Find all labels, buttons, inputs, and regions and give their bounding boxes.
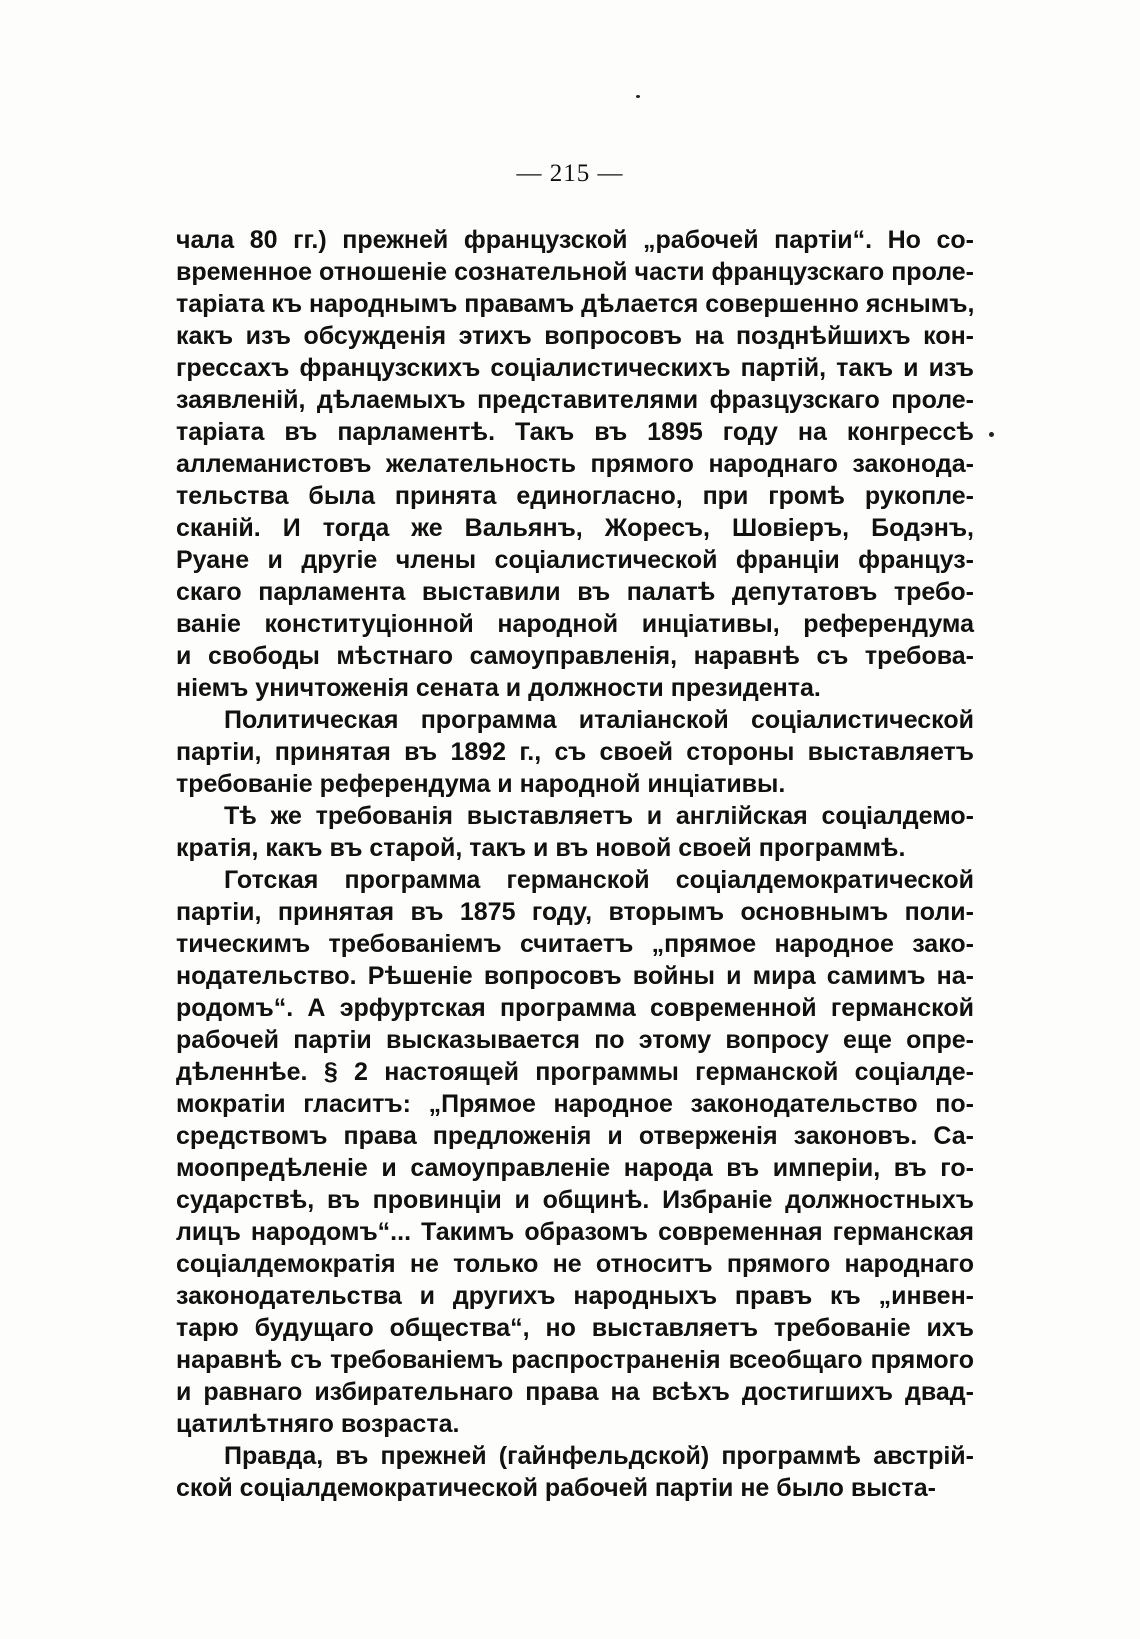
text-line: тельства была принята единогласно, при громѣ рукопле- xyxy=(176,482,974,510)
body-text xyxy=(176,224,974,1504)
text-line: тарю будущаго общества“, но выставляетъ требованіе ихъ xyxy=(176,1314,974,1342)
text-line: Руане и другіе члены соціалистической франціи француз- xyxy=(176,546,974,574)
text-line: грессахъ французскихъ соціалистическихъ партій, такъ и изъ xyxy=(176,354,974,382)
text-line: скаго парламента выставили въ палатѣ депутатовъ требо- xyxy=(176,578,974,606)
text-line: тическимъ требованіемъ считаетъ „прямое народное зако- xyxy=(176,930,974,958)
text-line: заявленій, дѣлаемыхъ представителями фразцузскаго проле- xyxy=(176,386,974,414)
text-line: цатилѣтняго возраста. xyxy=(176,1410,460,1438)
text-line: средствомъ права предложенія и отверженія законовъ. Са- xyxy=(176,1122,974,1150)
text-line: лицъ народомъ“... Такимъ образомъ современная германская xyxy=(176,1218,974,1246)
text-line: соціалдемократія не только не относитъ прямого народнаго xyxy=(176,1250,974,1278)
text-line: таріата къ народнымъ правамъ дѣлается совершенно яснымъ, xyxy=(176,290,975,318)
text-line: партіи, принятая въ 1892 г., съ своей стороны выставляетъ xyxy=(176,738,974,766)
text-line: Готская программа германской соціалдемократической xyxy=(224,866,974,894)
text-line: Тѣ же требованія выставляетъ и англійская соціалдемо- xyxy=(224,802,974,830)
text-line: ваніе конституціонной народной инціативы, референдума xyxy=(176,610,974,638)
text-line: какъ изъ обсужденія этихъ вопросовъ на позднѣйшихъ кон- xyxy=(176,322,974,350)
text-line: кратія, какъ въ старой, такъ и въ новой своей программѣ. xyxy=(176,834,906,862)
text-line: ніемъ уничтоженія сената и должности президента. xyxy=(176,674,821,702)
text-line: требованіе референдума и народной инціативы. xyxy=(176,770,786,798)
text-line: аллеманистовъ желательность прямого народнаго законода- xyxy=(176,450,974,478)
text-line: моопредѣленіе и самоуправленіе народа въ имперіи, въ го- xyxy=(176,1154,974,1182)
text-line: родомъ“. А эрфуртская программа современной германской xyxy=(176,994,974,1022)
text-line: партіи, принятая въ 1875 году, вторымъ основнымъ поли- xyxy=(176,898,974,926)
page-number: — 215 — xyxy=(516,160,624,187)
text-line: дѣленнѣе. § 2 настоящей программы германской соціалде- xyxy=(176,1058,974,1086)
text-line: сударствѣ, въ провинціи и общинѣ. Избраніе должностныхъ xyxy=(176,1186,974,1214)
text-line: мократіи гласитъ: „Прямое народное законодательство по- xyxy=(176,1090,974,1118)
text-line: и равнаго избирательнаго права на всѣхъ достигшихъ двад- xyxy=(176,1378,974,1406)
text-line: наравнѣ съ требованіемъ распространенія всеобщаго прямого xyxy=(176,1346,974,1374)
text-line: временное отношеніе сознательной части французскаго проле- xyxy=(176,258,974,286)
text-line: нодательство. Рѣшеніе вопросовъ войны и мира самимъ на- xyxy=(176,962,974,990)
text-line: сканій. И тогда же Вальянъ, Жоресъ, Шовіеръ, Бодэнъ, xyxy=(176,514,974,542)
scan-speck xyxy=(989,432,994,437)
text-line: Политическая программа италіанской соціалистической xyxy=(224,706,974,734)
text-line: таріата въ парламентѣ. Такъ въ 1895 году на конгрессѣ xyxy=(176,418,974,446)
text-line: законодательства и другихъ народныхъ правъ къ „инвен- xyxy=(176,1282,974,1310)
scan-speck xyxy=(636,95,640,98)
text-line: рабочей партіи высказывается по этому вопросу еще опре- xyxy=(176,1026,974,1054)
text-line: чала 80 гг.) прежней французской „рабочей партіи“. Но со- xyxy=(176,226,974,254)
text-line: Правда, въ прежней (гайнфельдской) программѣ австрій- xyxy=(224,1442,974,1470)
text-line: ской соціалдемократической рабочей партіи не было выста- xyxy=(176,1474,936,1502)
text-line: и свободы мѣстнаго самоуправленія, наравнѣ съ требова- xyxy=(176,642,974,670)
